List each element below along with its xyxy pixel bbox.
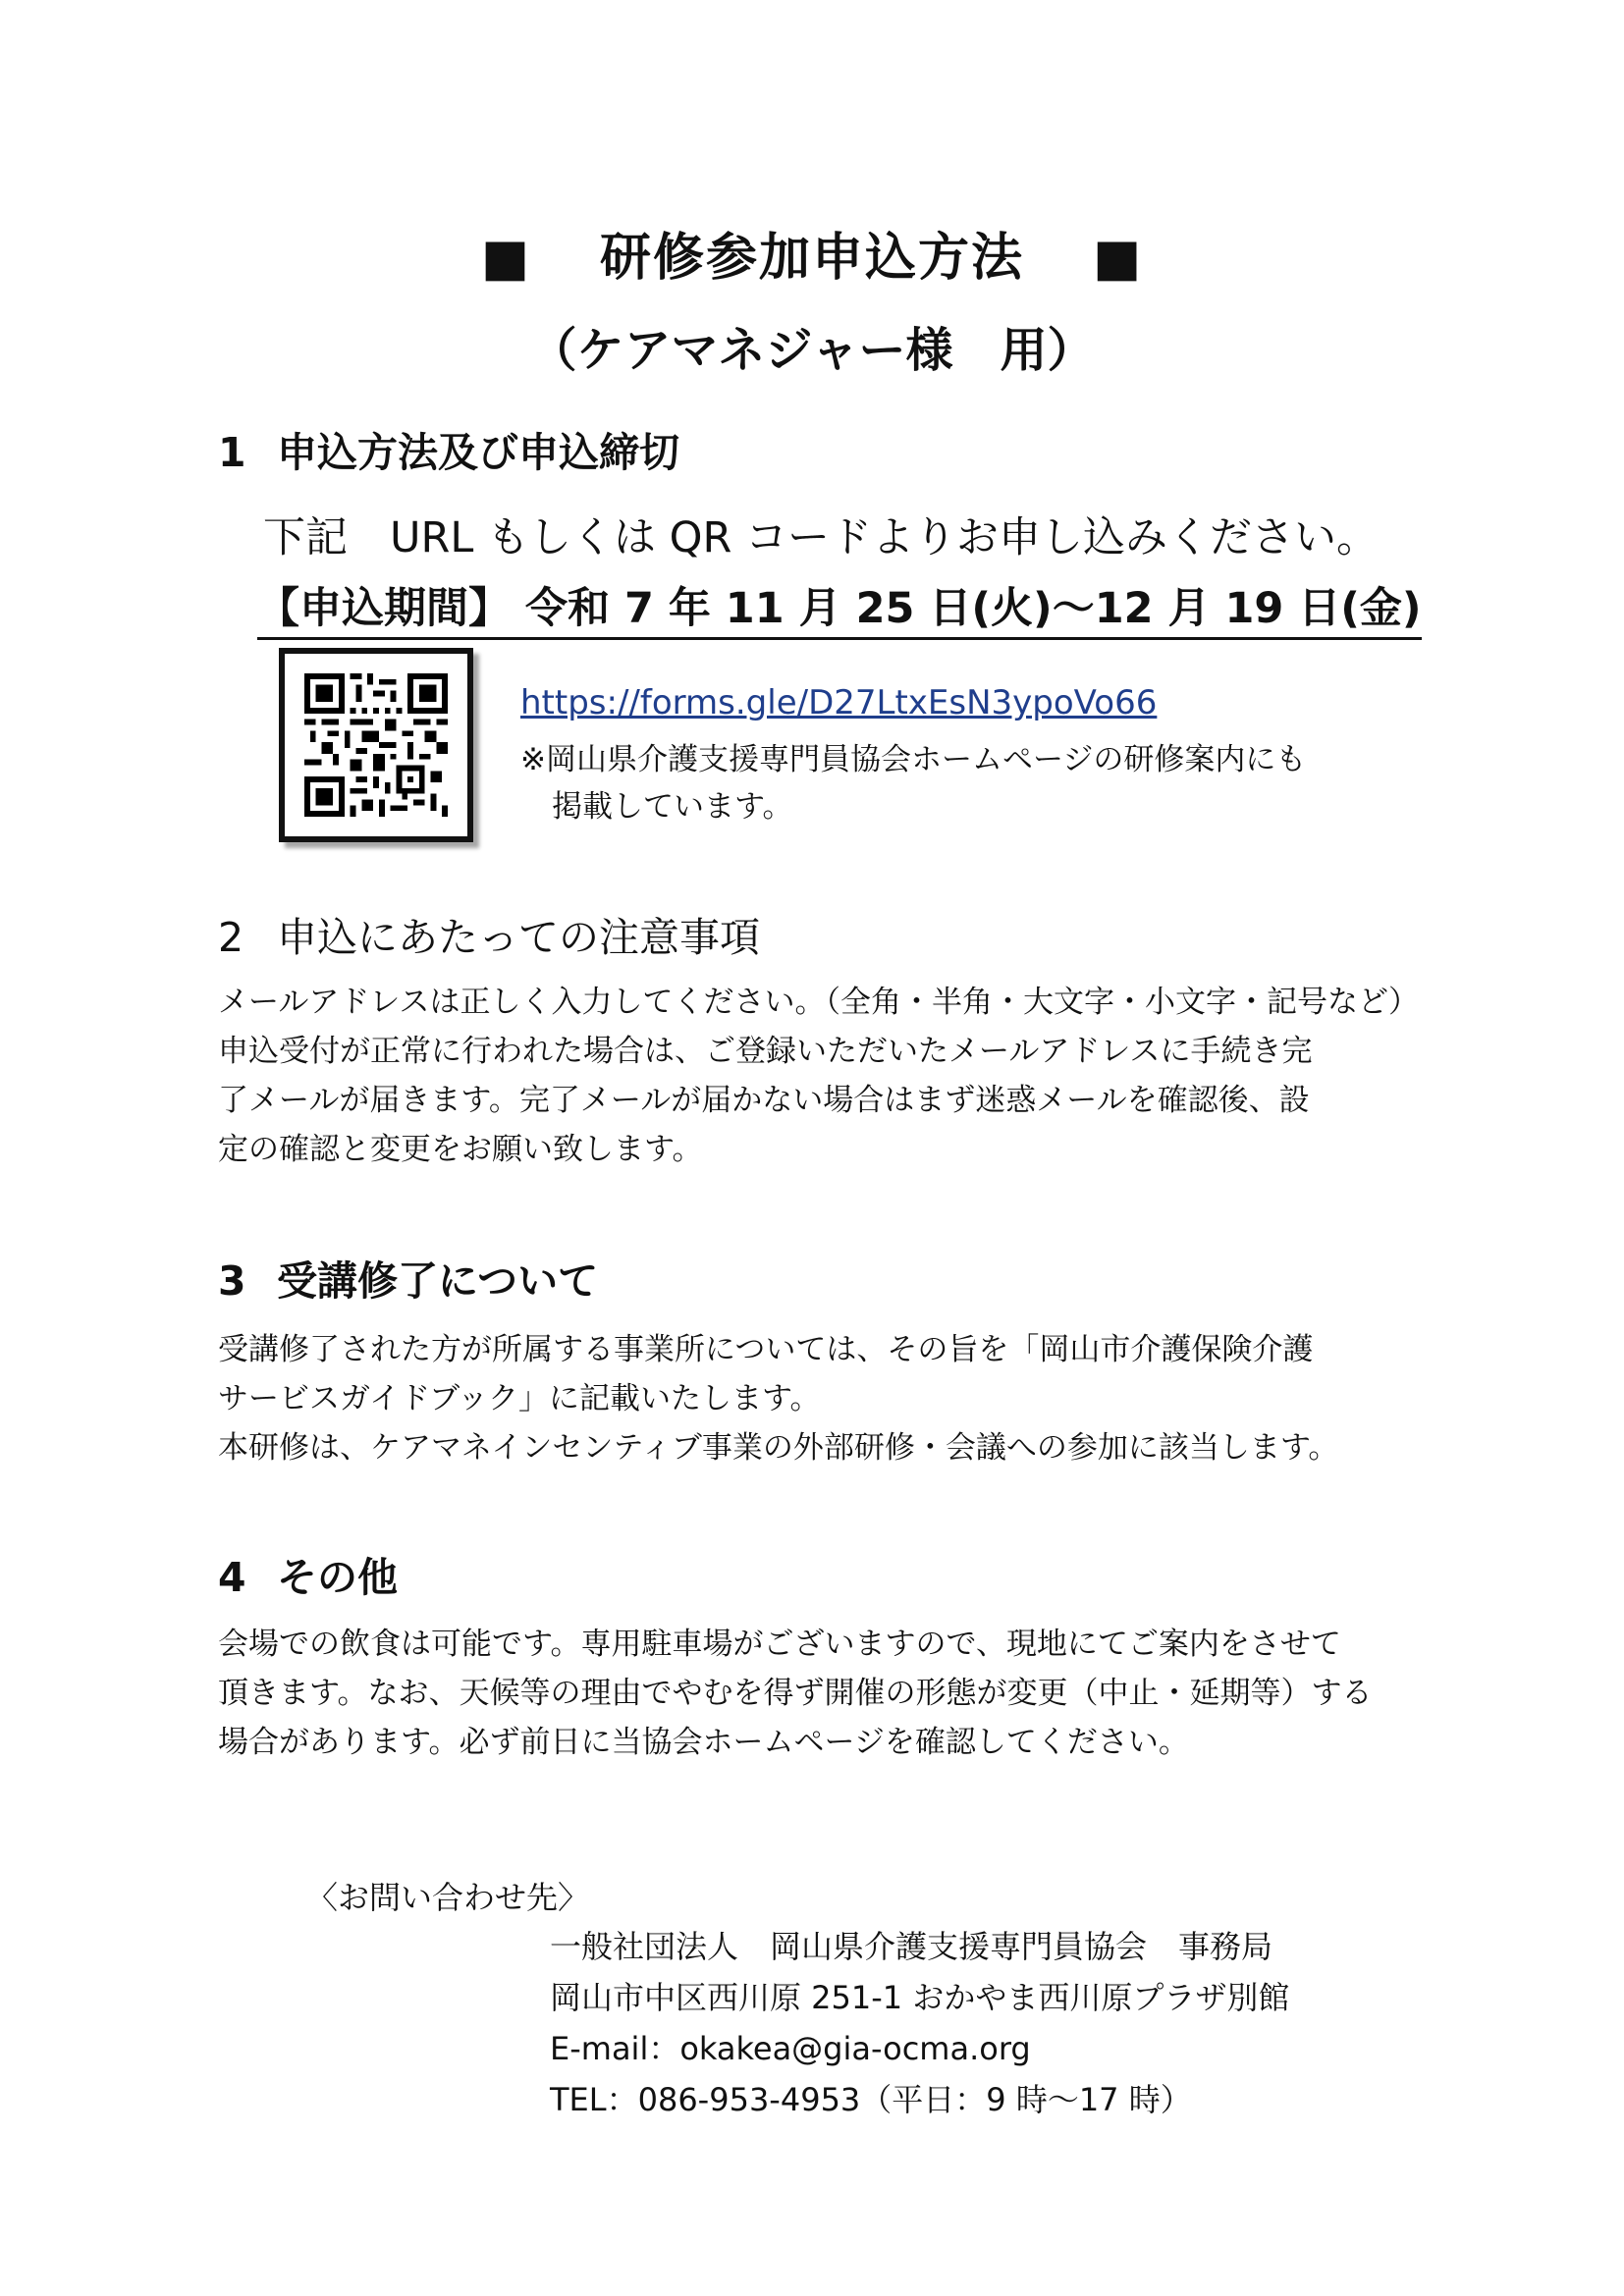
paragraph-line: 定の確認と変更をお願い致します。 — [218, 1132, 703, 1167]
paragraph-line: 受講修了された方が所属する事業所については、その旨を「岡山市介護保険介護 — [218, 1332, 1314, 1367]
section-1-heading — [218, 420, 679, 478]
paragraph-line: 頂きます。なお、天候等の理由でやむを得ず開催の形態が変更（中止・延期等）する — [218, 1676, 1373, 1711]
section-title: その他 — [277, 1554, 398, 1601]
section-title: 受講修了について — [277, 1257, 599, 1305]
contact-email[interactable]: E-mail：okakea@gia-ocma.org — [550, 2030, 1031, 2067]
contact-phone: TEL：086-953-4953（平日：9 時～17 時） — [550, 2081, 1192, 2118]
section-title: 申込にあたっての注意事項 — [277, 914, 760, 961]
square-mark-right: ■ — [1093, 229, 1144, 288]
page-subtitle: （ケアマネジャー様 用） — [529, 323, 1095, 378]
paragraph-line: サービスガイドブック」に記載いたします。 — [218, 1381, 821, 1416]
homepage-note-line-1: ※岡山県介護支援専門員協会ホームページの研修案内にも — [520, 742, 1307, 777]
homepage-note-line-2: 掲載しています。 — [552, 789, 793, 825]
section-number: 3 — [218, 1257, 246, 1305]
application-form-link[interactable]: https://forms.gle/D27LtxEsN3ypoVo66 — [520, 683, 1158, 722]
homepage-note — [520, 736, 1306, 830]
paragraph-line: 会場での飲食は可能です。専用駐車場がございますので、現地にてご案内をさせて — [218, 1627, 1341, 1662]
page-title — [0, 216, 1624, 290]
section-4-heading — [218, 1545, 398, 1603]
section-2-body — [218, 978, 1419, 1174]
paragraph-line: メールアドレスは正しく入力してください。（全角・半角・大文字・小文字・記号など） — [218, 985, 1419, 1020]
section-title: 申込方法及び申込締切 — [277, 429, 679, 476]
paragraph-line: 場合があります。必ず前日に当協会ホームページを確認してください。 — [218, 1725, 1189, 1760]
paragraph-line: 了メールが届きます。完了メールが届かない場合はまず迷惑メールを確認後、設 — [218, 1083, 1310, 1118]
paragraph-line: 申込受付が正常に行われた場合は、ご登録いただいたメールアドレスに手続き完 — [218, 1034, 1313, 1069]
application-period: 【申込期間】 令和 7 年 11 月 25 日(火)～12 月 19 日(金) — [257, 575, 1422, 640]
section-number: 2 — [218, 914, 244, 961]
section-number: 4 — [218, 1554, 246, 1601]
section-3-body — [218, 1325, 1338, 1472]
section-3-heading — [218, 1249, 598, 1307]
section-2-heading — [218, 905, 760, 963]
square-mark-left: ■ — [480, 229, 531, 288]
page-title-text: 研修参加申込方法 — [599, 229, 1024, 288]
contact-label: 〈お問い合わせ先〉 — [306, 1879, 590, 1916]
application-instruction: 下記 URL もしくは QR コードよりお申し込みください。 — [263, 513, 1380, 562]
paragraph-line: 本研修は、ケアマネインセンティブ事業の外部研修・会議への参加に該当します。 — [218, 1430, 1339, 1466]
section-number: 1 — [218, 429, 246, 476]
section-4-body — [218, 1620, 1373, 1767]
qr-code-icon[interactable] — [279, 648, 473, 842]
contact-organization: 一般社団法人 岡山県介護支援専門員協会 事務局 — [550, 1928, 1273, 1965]
contact-address: 岡山市中区西川原 251-1 おかやま西川原プラザ別館 — [550, 1979, 1290, 2016]
